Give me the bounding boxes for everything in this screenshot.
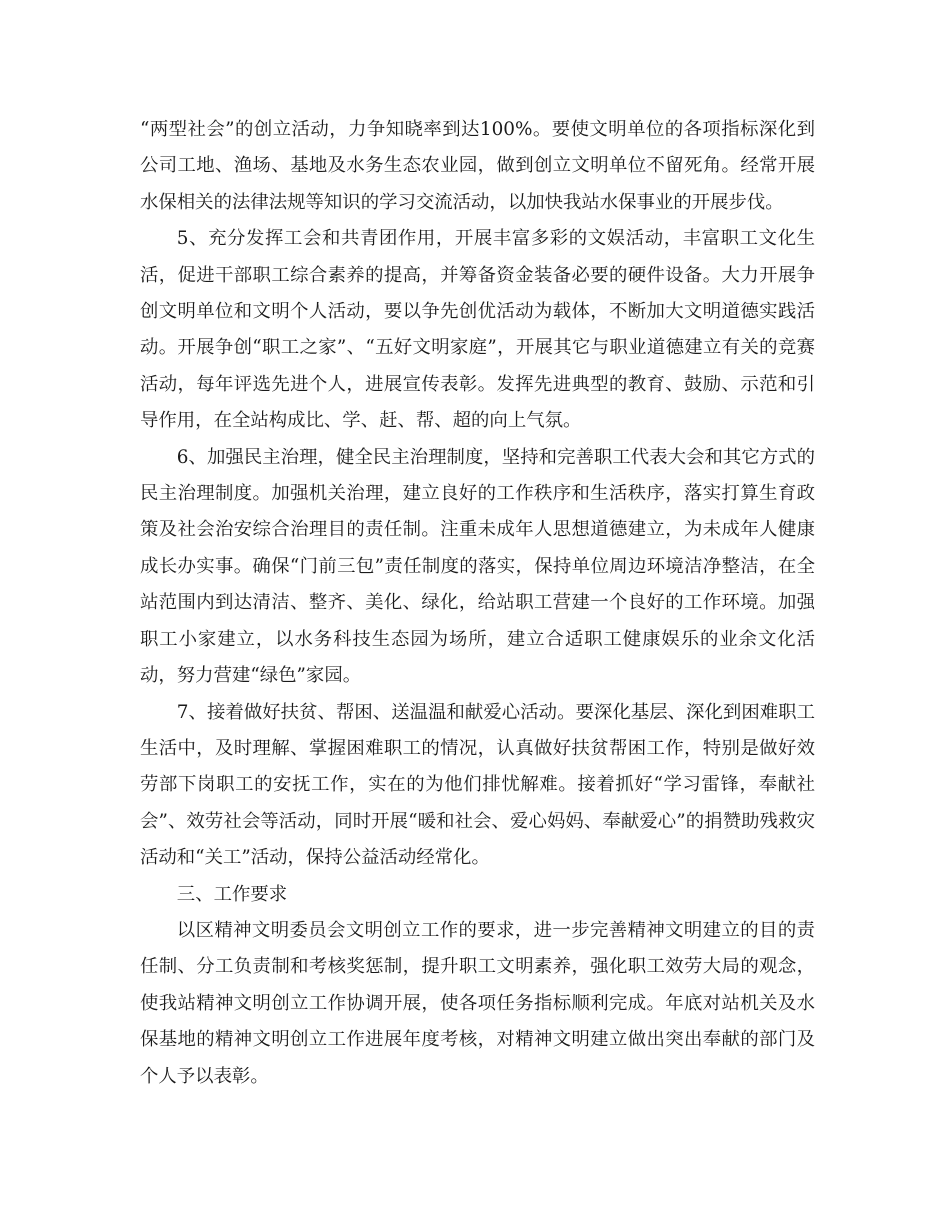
paragraph-intro-continuation: “两型社会”的创立活动，力争知晓率到达100%。要使文明单位的各项指标深化到公司工地、渔场、基地及水务生态农业园，做到创立文明单位不留死角。经常开展水保相关的法律法规等知识的学习交流活动，以加快我站水保事业的开展步伐。	[140, 119, 815, 213]
document-body	[140, 112, 815, 1095]
paragraph-item-6: 6、加强民主治理，健全民主治理制度，坚持和完善职工代表大会和其它方式的民主治理制度。加强机关治理，建立良好的工作秩序和生活秩序，落实打算生育政策及社会治安综合治理目的责任制。注重未成年人思想道德建立，为未成年人健康成长办实事。确保“门前三包”责任制度的落实，保持单位周边环境洁净整洁，在全站范围内到达清洁、整齐、美化、绿化，给站职工营建一个良好的工作环境。加强职工小家建立，以水务科技生态园为场所，建立合适职工健康娱乐的业余文化活动，努力营建“绿色”家园。	[140, 446, 815, 687]
section-heading-work-requirements: 三、工作要求	[176, 883, 288, 905]
paragraph-item-5: 5、充分发挥工会和共青团作用，开展丰富多彩的文娱活动，丰富职工文化生活，促进干部职工综合素养的提高，并筹备资金装备必要的硬件设备。大力开展争创文明单位和文明个人活动，要以争先创优活动为载体，不断加大文明道德实践活动。开展争创“职工之家”、“五好文明家庭”，开展其它与职业道德建立有关的竞赛活动，每年评选先进个人，进展宣传表彰。发挥先进典型的教育、鼓励、示范和引导作用，在全站构成比、学、赶、帮、超的向上气氛。	[140, 228, 815, 432]
paragraph-item-7: 7、接着做好扶贫、帮困、送温温和献爱心活动。要深化基层、深化到困难职工生活中，及时理解、掌握困难职工的情况，认真做好扶贫帮困工作，特别是做好效劳部下岗职工的安抚工作，实在的为他们排忧解难。接着抓好“学习雷锋，奉献社会”、效劳社会等活动，同时开展“暖和社会、爱心妈妈、奉献爱心”的捐赞助残救灾活动和“关工”活动，保持公益活动经常化。	[140, 701, 815, 869]
paragraph-work-requirements: 以区精神文明委员会文明创立工作的要求，进一步完善精神文明建立的目的责任制、分工负责制和考核奖惩制，提升职工文明素养，强化职工效劳大局的观念，使我站精神文明创立工作协调开展，使各项任务指标顺利完成。年底对站机关及水保基地的精神文明创立工作进展年度考核，对精神文明建立做出突出奉献的部门及个人予以表彰。	[140, 919, 815, 1087]
